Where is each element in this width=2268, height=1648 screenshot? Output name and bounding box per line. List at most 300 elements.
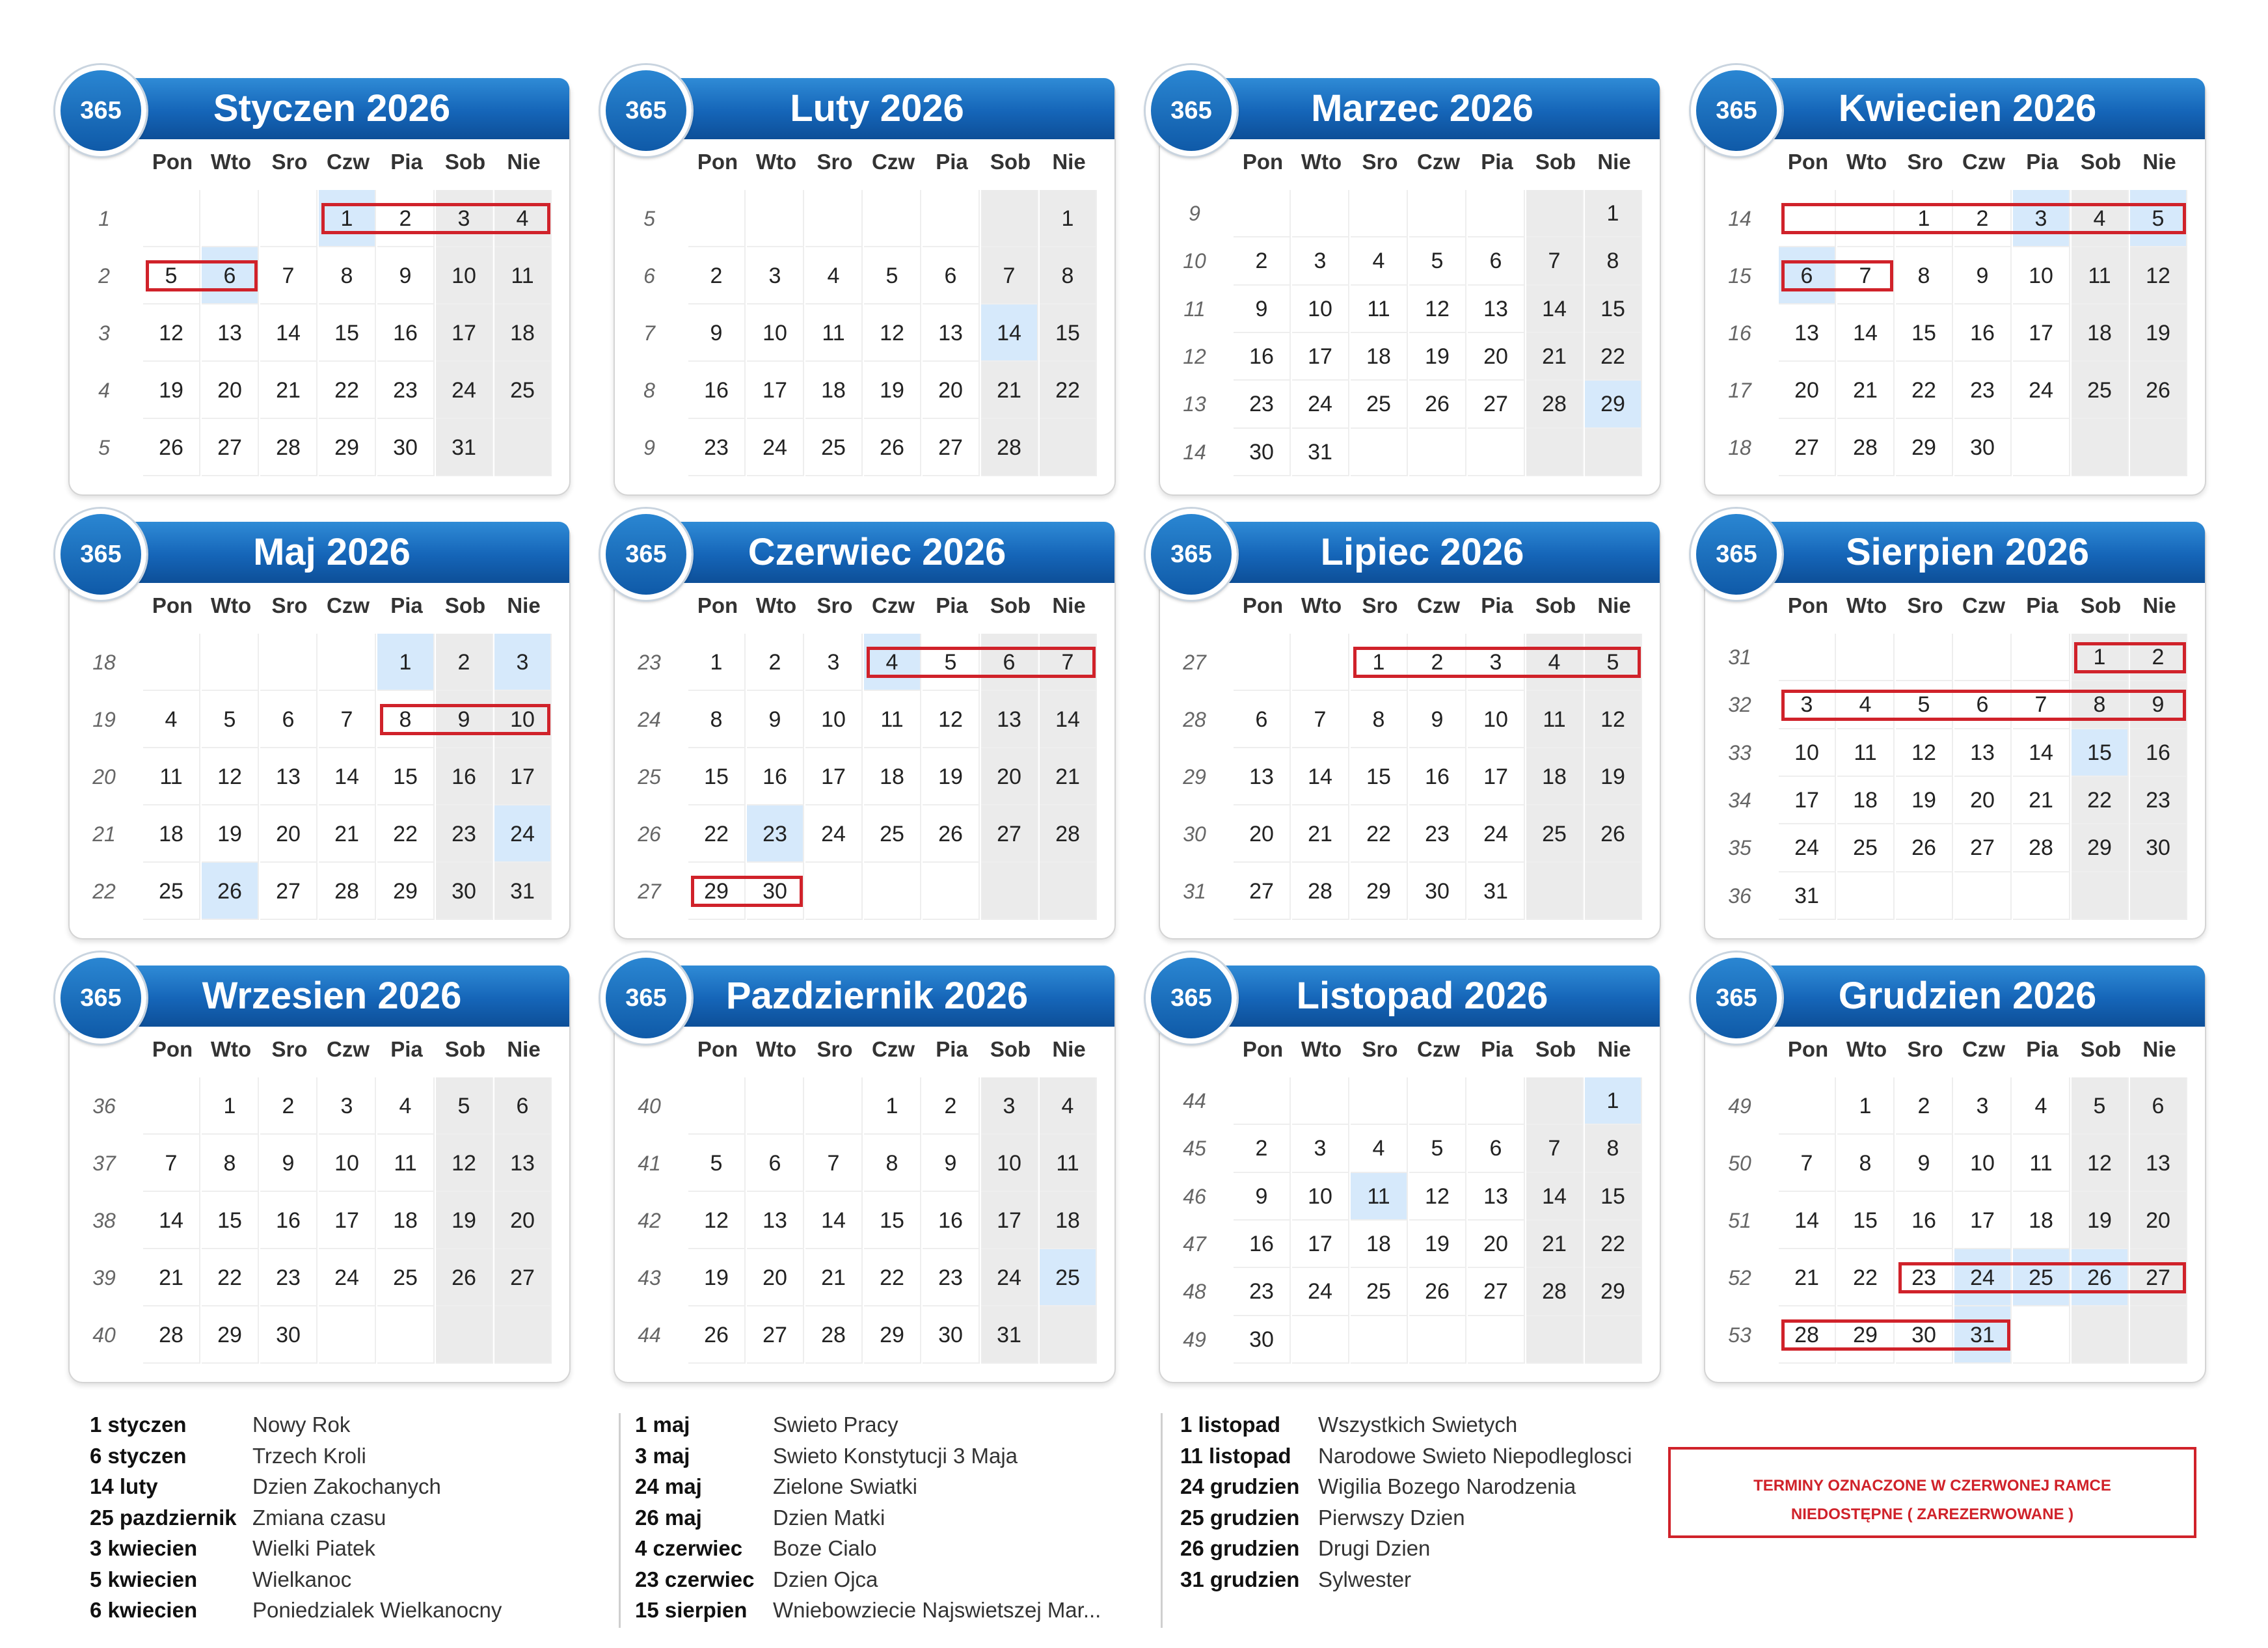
day-cell[interactable]: 3 [1292, 1125, 1349, 1172]
day-cell[interactable] [1837, 872, 1895, 920]
day-cell[interactable]: 23 [1896, 1249, 1953, 1306]
day-cell[interactable]: 2 [747, 634, 804, 691]
day-cell[interactable]: 9 [436, 691, 493, 748]
day-cell[interactable]: 28 [143, 1306, 200, 1364]
day-cell[interactable]: 12 [1896, 729, 1953, 777]
day-cell[interactable]: 24 [805, 805, 863, 863]
day-cell[interactable] [1954, 872, 2012, 920]
day-cell[interactable]: 10 [436, 247, 493, 304]
day-cell[interactable] [2013, 634, 2070, 681]
day-cell[interactable]: 19 [436, 1192, 493, 1249]
day-cell[interactable] [1351, 1077, 1408, 1125]
day-cell[interactable]: 28 [1526, 381, 1584, 428]
day-cell[interactable]: 11 [864, 691, 921, 748]
day-cell[interactable]: 7 [319, 691, 376, 748]
day-cell[interactable] [1526, 190, 1584, 237]
day-cell[interactable]: 15 [1585, 286, 1642, 333]
day-cell[interactable]: 12 [1585, 691, 1642, 748]
day-cell[interactable]: 11 [1351, 286, 1408, 333]
day-cell[interactable] [1292, 634, 1349, 691]
day-cell[interactable] [1234, 190, 1291, 237]
day-cell[interactable]: 10 [319, 1135, 376, 1192]
day-cell[interactable]: 11 [377, 1135, 435, 1192]
day-cell[interactable]: 27 [202, 419, 259, 476]
day-cell[interactable]: 20 [923, 362, 980, 419]
day-cell[interactable]: 22 [1896, 362, 1953, 419]
day-cell[interactable]: 24 [1954, 1249, 2012, 1306]
day-cell[interactable]: 28 [1837, 419, 1895, 476]
day-cell[interactable]: 25 [1351, 1268, 1408, 1316]
day-cell[interactable]: 29 [1351, 863, 1408, 920]
day-cell[interactable]: 4 [2072, 190, 2129, 247]
day-cell[interactable]: 1 [319, 190, 376, 247]
day-cell[interactable]: 21 [143, 1249, 200, 1306]
day-cell[interactable] [2130, 419, 2187, 476]
day-cell[interactable]: 3 [1468, 634, 1525, 691]
day-cell[interactable]: 30 [1409, 863, 1466, 920]
day-cell[interactable]: 5 [1409, 1125, 1466, 1172]
day-cell[interactable] [1292, 190, 1349, 237]
day-cell[interactable]: 26 [2130, 362, 2187, 419]
day-cell[interactable]: 1 [377, 634, 435, 691]
day-cell[interactable]: 6 [260, 691, 317, 748]
day-cell[interactable]: 16 [1409, 748, 1466, 805]
day-cell[interactable]: 4 [1526, 634, 1584, 691]
day-cell[interactable]: 3 [436, 190, 493, 247]
day-cell[interactable]: 24 [1779, 824, 1836, 872]
day-cell[interactable]: 22 [1837, 1249, 1895, 1306]
day-cell[interactable]: 18 [2072, 304, 2129, 362]
day-cell[interactable] [2072, 419, 2129, 476]
day-cell[interactable]: 18 [1526, 748, 1584, 805]
day-cell[interactable]: 7 [260, 247, 317, 304]
day-cell[interactable]: 22 [1585, 333, 1642, 381]
day-cell[interactable]: 25 [1526, 805, 1584, 863]
day-cell[interactable]: 26 [1409, 381, 1466, 428]
day-cell[interactable]: 19 [2072, 1192, 2129, 1249]
day-cell[interactable] [864, 863, 921, 920]
day-cell[interactable]: 4 [1837, 681, 1895, 729]
day-cell[interactable]: 28 [319, 863, 376, 920]
day-cell[interactable]: 19 [1409, 1221, 1466, 1268]
day-cell[interactable]: 19 [1896, 777, 1953, 824]
day-cell[interactable]: 21 [1040, 748, 1097, 805]
day-cell[interactable]: 15 [1896, 304, 1953, 362]
day-cell[interactable]: 20 [1468, 1221, 1525, 1268]
day-cell[interactable] [981, 190, 1038, 247]
day-cell[interactable]: 9 [688, 304, 746, 362]
day-cell[interactable] [1896, 872, 1953, 920]
day-cell[interactable]: 14 [1526, 286, 1584, 333]
day-cell[interactable]: 14 [260, 304, 317, 362]
day-cell[interactable]: 29 [202, 1306, 259, 1364]
day-cell[interactable]: 7 [1292, 691, 1349, 748]
day-cell[interactable] [1040, 863, 1097, 920]
day-cell[interactable]: 18 [143, 805, 200, 863]
day-cell[interactable]: 15 [688, 748, 746, 805]
day-cell[interactable] [319, 634, 376, 691]
day-cell[interactable]: 1 [202, 1077, 259, 1135]
day-cell[interactable]: 17 [494, 748, 552, 805]
day-cell[interactable]: 23 [747, 805, 804, 863]
day-cell[interactable]: 17 [1954, 1192, 2012, 1249]
day-cell[interactable]: 6 [747, 1135, 804, 1192]
day-cell[interactable]: 23 [923, 1249, 980, 1306]
day-cell[interactable]: 10 [1779, 729, 1836, 777]
day-cell[interactable]: 12 [688, 1192, 746, 1249]
day-cell[interactable]: 2 [1234, 1125, 1291, 1172]
day-cell[interactable]: 20 [1234, 805, 1291, 863]
day-cell[interactable]: 2 [923, 1077, 980, 1135]
day-cell[interactable]: 13 [2130, 1135, 2187, 1192]
day-cell[interactable]: 7 [1040, 634, 1097, 691]
day-cell[interactable]: 12 [2072, 1135, 2129, 1192]
day-cell[interactable]: 22 [2072, 777, 2129, 824]
day-cell[interactable]: 24 [494, 805, 552, 863]
day-cell[interactable]: 4 [1351, 237, 1408, 285]
day-cell[interactable]: 1 [2072, 634, 2129, 681]
day-cell[interactable] [1040, 419, 1097, 476]
day-cell[interactable]: 13 [494, 1135, 552, 1192]
day-cell[interactable] [2013, 1306, 2070, 1364]
day-cell[interactable] [143, 190, 200, 247]
day-cell[interactable]: 26 [864, 419, 921, 476]
day-cell[interactable]: 10 [494, 691, 552, 748]
day-cell[interactable]: 11 [1351, 1173, 1408, 1221]
day-cell[interactable]: 25 [377, 1249, 435, 1306]
day-cell[interactable]: 23 [688, 419, 746, 476]
day-cell[interactable]: 13 [1779, 304, 1836, 362]
day-cell[interactable]: 4 [143, 691, 200, 748]
day-cell[interactable] [1409, 1316, 1466, 1364]
day-cell[interactable]: 22 [319, 362, 376, 419]
day-cell[interactable]: 6 [1468, 237, 1525, 285]
day-cell[interactable]: 22 [202, 1249, 259, 1306]
day-cell[interactable] [688, 190, 746, 247]
day-cell[interactable]: 25 [494, 362, 552, 419]
day-cell[interactable]: 7 [805, 1135, 863, 1192]
day-cell[interactable]: 24 [1292, 381, 1349, 428]
day-cell[interactable]: 30 [747, 863, 804, 920]
day-cell[interactable] [1468, 1316, 1525, 1364]
day-cell[interactable]: 22 [1351, 805, 1408, 863]
day-cell[interactable]: 18 [1040, 1192, 1097, 1249]
day-cell[interactable]: 19 [143, 362, 200, 419]
day-cell[interactable]: 13 [1468, 286, 1525, 333]
day-cell[interactable]: 27 [1468, 381, 1525, 428]
day-cell[interactable]: 13 [747, 1192, 804, 1249]
day-cell[interactable] [864, 190, 921, 247]
day-cell[interactable]: 7 [1779, 1135, 1836, 1192]
day-cell[interactable] [436, 1306, 493, 1364]
day-cell[interactable] [1468, 190, 1525, 237]
day-cell[interactable]: 4 [377, 1077, 435, 1135]
day-cell[interactable]: 30 [923, 1306, 980, 1364]
day-cell[interactable] [1409, 1077, 1466, 1125]
day-cell[interactable]: 22 [377, 805, 435, 863]
day-cell[interactable]: 2 [1954, 190, 2012, 247]
day-cell[interactable]: 29 [377, 863, 435, 920]
day-cell[interactable]: 28 [2013, 824, 2070, 872]
day-cell[interactable]: 30 [1896, 1306, 1953, 1364]
day-cell[interactable]: 12 [864, 304, 921, 362]
day-cell[interactable]: 30 [1234, 429, 1291, 476]
day-cell[interactable]: 11 [2072, 247, 2129, 304]
day-cell[interactable]: 16 [260, 1192, 317, 1249]
day-cell[interactable] [1292, 1077, 1349, 1125]
day-cell[interactable]: 1 [1351, 634, 1408, 691]
day-cell[interactable]: 28 [1040, 805, 1097, 863]
day-cell[interactable]: 27 [1954, 824, 2012, 872]
day-cell[interactable] [494, 419, 552, 476]
day-cell[interactable]: 13 [260, 748, 317, 805]
day-cell[interactable] [1526, 429, 1584, 476]
day-cell[interactable]: 3 [2013, 190, 2070, 247]
day-cell[interactable] [688, 1077, 746, 1135]
day-cell[interactable]: 25 [2013, 1249, 2070, 1306]
day-cell[interactable] [1351, 429, 1408, 476]
day-cell[interactable]: 9 [377, 247, 435, 304]
day-cell[interactable]: 5 [864, 247, 921, 304]
day-cell[interactable]: 5 [202, 691, 259, 748]
day-cell[interactable] [319, 1306, 376, 1364]
day-cell[interactable] [2072, 1306, 2129, 1364]
day-cell[interactable]: 8 [1351, 691, 1408, 748]
day-cell[interactable]: 21 [319, 805, 376, 863]
day-cell[interactable]: 14 [1526, 1173, 1584, 1221]
day-cell[interactable]: 14 [143, 1192, 200, 1249]
day-cell[interactable]: 16 [923, 1192, 980, 1249]
day-cell[interactable]: 19 [202, 805, 259, 863]
day-cell[interactable]: 4 [2013, 1077, 2070, 1135]
day-cell[interactable]: 27 [981, 805, 1038, 863]
day-cell[interactable]: 16 [747, 748, 804, 805]
day-cell[interactable]: 23 [377, 362, 435, 419]
day-cell[interactable]: 17 [319, 1192, 376, 1249]
day-cell[interactable]: 16 [2130, 729, 2187, 777]
day-cell[interactable] [2013, 419, 2070, 476]
day-cell[interactable]: 29 [864, 1306, 921, 1364]
day-cell[interactable]: 28 [1292, 863, 1349, 920]
day-cell[interactable]: 19 [1409, 333, 1466, 381]
day-cell[interactable]: 1 [688, 634, 746, 691]
day-cell[interactable]: 18 [494, 304, 552, 362]
day-cell[interactable]: 12 [143, 304, 200, 362]
day-cell[interactable]: 6 [1954, 681, 2012, 729]
day-cell[interactable]: 15 [1837, 1192, 1895, 1249]
day-cell[interactable]: 17 [1468, 748, 1525, 805]
day-cell[interactable]: 13 [981, 691, 1038, 748]
day-cell[interactable]: 10 [747, 304, 804, 362]
day-cell[interactable]: 11 [1040, 1135, 1097, 1192]
day-cell[interactable]: 30 [1954, 419, 2012, 476]
day-cell[interactable]: 27 [923, 419, 980, 476]
day-cell[interactable]: 17 [747, 362, 804, 419]
day-cell[interactable]: 19 [864, 362, 921, 419]
day-cell[interactable]: 20 [260, 805, 317, 863]
day-cell[interactable]: 2 [260, 1077, 317, 1135]
day-cell[interactable]: 2 [1896, 1077, 1953, 1135]
day-cell[interactable]: 21 [260, 362, 317, 419]
day-cell[interactable]: 11 [2013, 1135, 2070, 1192]
day-cell[interactable]: 14 [1292, 748, 1349, 805]
day-cell[interactable]: 22 [1040, 362, 1097, 419]
day-cell[interactable]: 10 [1954, 1135, 2012, 1192]
day-cell[interactable]: 12 [1409, 286, 1466, 333]
day-cell[interactable]: 8 [2072, 681, 2129, 729]
day-cell[interactable]: 10 [1292, 1173, 1349, 1221]
day-cell[interactable]: 24 [436, 362, 493, 419]
day-cell[interactable]: 13 [1234, 748, 1291, 805]
day-cell[interactable]: 22 [1585, 1221, 1642, 1268]
day-cell[interactable]: 3 [1292, 237, 1349, 285]
day-cell[interactable]: 25 [143, 863, 200, 920]
day-cell[interactable]: 7 [1837, 247, 1895, 304]
day-cell[interactable]: 8 [688, 691, 746, 748]
day-cell[interactable]: 6 [981, 634, 1038, 691]
day-cell[interactable]: 23 [2130, 777, 2187, 824]
day-cell[interactable]: 18 [1351, 1221, 1408, 1268]
day-cell[interactable]: 27 [260, 863, 317, 920]
day-cell[interactable]: 12 [923, 691, 980, 748]
day-cell[interactable]: 11 [494, 247, 552, 304]
day-cell[interactable]: 1 [1585, 1077, 1642, 1125]
day-cell[interactable]: 31 [1468, 863, 1525, 920]
day-cell[interactable]: 24 [747, 419, 804, 476]
day-cell[interactable] [923, 863, 980, 920]
day-cell[interactable]: 3 [1954, 1077, 2012, 1135]
day-cell[interactable] [1409, 190, 1466, 237]
day-cell[interactable]: 26 [1409, 1268, 1466, 1316]
day-cell[interactable]: 21 [1526, 333, 1584, 381]
day-cell[interactable]: 28 [981, 419, 1038, 476]
day-cell[interactable]: 31 [494, 863, 552, 920]
day-cell[interactable]: 14 [805, 1192, 863, 1249]
day-cell[interactable]: 12 [1409, 1173, 1466, 1221]
day-cell[interactable]: 27 [2130, 1249, 2187, 1306]
day-cell[interactable] [1526, 863, 1584, 920]
day-cell[interactable]: 2 [2130, 634, 2187, 681]
day-cell[interactable] [2130, 872, 2187, 920]
day-cell[interactable]: 29 [319, 419, 376, 476]
day-cell[interactable]: 15 [864, 1192, 921, 1249]
day-cell[interactable]: 24 [2013, 362, 2070, 419]
day-cell[interactable]: 5 [923, 634, 980, 691]
day-cell[interactable]: 21 [981, 362, 1038, 419]
day-cell[interactable]: 16 [377, 304, 435, 362]
day-cell[interactable]: 24 [1468, 805, 1525, 863]
day-cell[interactable]: 15 [1585, 1173, 1642, 1221]
day-cell[interactable]: 17 [2013, 304, 2070, 362]
day-cell[interactable]: 6 [1468, 1125, 1525, 1172]
day-cell[interactable]: 16 [1234, 1221, 1291, 1268]
day-cell[interactable] [377, 1306, 435, 1364]
day-cell[interactable]: 30 [436, 863, 493, 920]
day-cell[interactable]: 3 [494, 634, 552, 691]
day-cell[interactable]: 30 [1234, 1316, 1291, 1364]
day-cell[interactable]: 20 [1954, 777, 2012, 824]
day-cell[interactable]: 9 [1409, 691, 1466, 748]
day-cell[interactable]: 18 [1351, 333, 1408, 381]
day-cell[interactable]: 29 [2072, 824, 2129, 872]
day-cell[interactable]: 16 [1234, 333, 1291, 381]
day-cell[interactable]: 30 [377, 419, 435, 476]
day-cell[interactable] [1837, 634, 1895, 681]
day-cell[interactable]: 4 [1351, 1125, 1408, 1172]
day-cell[interactable] [747, 1077, 804, 1135]
day-cell[interactable]: 26 [1896, 824, 1953, 872]
day-cell[interactable]: 8 [1896, 247, 1953, 304]
day-cell[interactable]: 29 [1896, 419, 1953, 476]
day-cell[interactable]: 4 [805, 247, 863, 304]
day-cell[interactable]: 1 [1837, 1077, 1895, 1135]
day-cell[interactable]: 14 [2013, 729, 2070, 777]
day-cell[interactable]: 3 [319, 1077, 376, 1135]
day-cell[interactable] [260, 634, 317, 691]
day-cell[interactable]: 26 [1585, 805, 1642, 863]
day-cell[interactable] [2013, 872, 2070, 920]
day-cell[interactable]: 27 [1234, 863, 1291, 920]
day-cell[interactable]: 2 [1409, 634, 1466, 691]
day-cell[interactable]: 4 [494, 190, 552, 247]
day-cell[interactable]: 25 [805, 419, 863, 476]
day-cell[interactable]: 18 [805, 362, 863, 419]
day-cell[interactable]: 9 [1234, 1173, 1291, 1221]
day-cell[interactable]: 14 [981, 304, 1038, 362]
day-cell[interactable]: 6 [202, 247, 259, 304]
day-cell[interactable] [260, 190, 317, 247]
day-cell[interactable]: 6 [923, 247, 980, 304]
day-cell[interactable]: 3 [1779, 681, 1836, 729]
day-cell[interactable]: 26 [688, 1306, 746, 1364]
day-cell[interactable]: 14 [319, 748, 376, 805]
day-cell[interactable]: 10 [1468, 691, 1525, 748]
day-cell[interactable]: 21 [1837, 362, 1895, 419]
day-cell[interactable]: 27 [1779, 419, 1836, 476]
day-cell[interactable]: 2 [436, 634, 493, 691]
day-cell[interactable]: 1 [1040, 190, 1097, 247]
day-cell[interactable] [1468, 1077, 1525, 1125]
day-cell[interactable]: 1 [1585, 190, 1642, 237]
day-cell[interactable]: 15 [202, 1192, 259, 1249]
day-cell[interactable]: 7 [2013, 681, 2070, 729]
day-cell[interactable]: 2 [688, 247, 746, 304]
day-cell[interactable]: 23 [1954, 362, 2012, 419]
day-cell[interactable] [981, 863, 1038, 920]
day-cell[interactable]: 5 [1896, 681, 1953, 729]
day-cell[interactable]: 20 [1468, 333, 1525, 381]
day-cell[interactable] [1526, 1077, 1584, 1125]
day-cell[interactable]: 20 [2130, 1192, 2187, 1249]
day-cell[interactable]: 2 [1234, 237, 1291, 285]
day-cell[interactable]: 31 [1954, 1306, 2012, 1364]
day-cell[interactable]: 25 [1837, 824, 1895, 872]
day-cell[interactable]: 3 [747, 247, 804, 304]
day-cell[interactable]: 31 [1292, 429, 1349, 476]
day-cell[interactable]: 8 [1040, 247, 1097, 304]
day-cell[interactable]: 5 [688, 1135, 746, 1192]
day-cell[interactable]: 8 [1585, 1125, 1642, 1172]
day-cell[interactable]: 26 [202, 863, 259, 920]
day-cell[interactable]: 28 [260, 419, 317, 476]
day-cell[interactable] [2072, 872, 2129, 920]
day-cell[interactable]: 19 [923, 748, 980, 805]
day-cell[interactable]: 17 [436, 304, 493, 362]
day-cell[interactable]: 8 [377, 691, 435, 748]
day-cell[interactable]: 20 [1779, 362, 1836, 419]
day-cell[interactable]: 23 [436, 805, 493, 863]
day-cell[interactable] [1351, 190, 1408, 237]
